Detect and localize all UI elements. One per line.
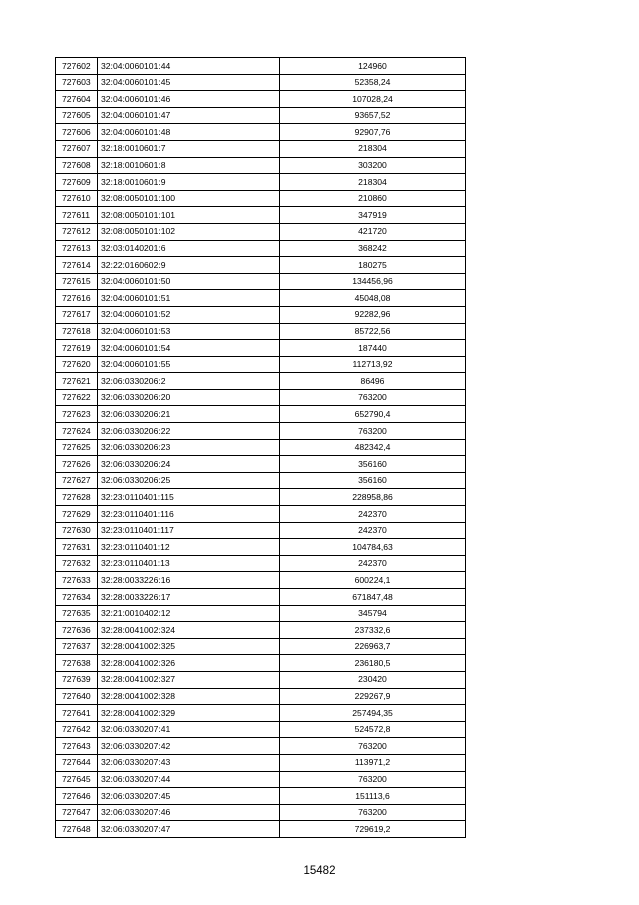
row-id-cell: 727643: [56, 738, 98, 755]
cadastral-number-cell: 32:04:0060101:55: [98, 356, 280, 373]
row-id-cell: 727648: [56, 821, 98, 838]
value-cell: 763200: [280, 738, 466, 755]
value-cell: 368242: [280, 240, 466, 257]
table-row: [56, 439, 466, 456]
table-row: [56, 157, 466, 174]
cadastral-number-cell: 32:23:0110401:117: [98, 522, 280, 539]
table-row: [56, 522, 466, 539]
table-row: [56, 74, 466, 91]
value-cell: 85722,56: [280, 323, 466, 340]
cadastral-number-cell: 32:04:0060101:46: [98, 91, 280, 108]
table-row: [56, 273, 466, 290]
value-cell: 257494,35: [280, 705, 466, 722]
value-cell: 242370: [280, 522, 466, 539]
row-id-cell: 727615: [56, 273, 98, 290]
value-cell: 729619,2: [280, 821, 466, 838]
row-id-cell: 727638: [56, 655, 98, 672]
value-cell: 303200: [280, 157, 466, 174]
value-cell: 652790,4: [280, 406, 466, 423]
table-row: [56, 472, 466, 489]
table-row: [56, 721, 466, 738]
cadastral-number-cell: 32:23:0110401:116: [98, 506, 280, 523]
cadastral-number-cell: 32:28:0041002:325: [98, 638, 280, 655]
table-row: [56, 174, 466, 191]
table-row: [56, 91, 466, 108]
value-cell: 671847,48: [280, 589, 466, 606]
cadastral-value-table: [55, 57, 466, 838]
cadastral-number-cell: 32:28:0041002:329: [98, 705, 280, 722]
cadastral-number-cell: 32:06:0330206:23: [98, 439, 280, 456]
cadastral-number-cell: 32:04:0060101:51: [98, 290, 280, 307]
cadastral-number-cell: 32:06:0330207:45: [98, 788, 280, 805]
row-id-cell: 727613: [56, 240, 98, 257]
table-row: [56, 389, 466, 406]
cadastral-number-cell: 32:08:0050101:102: [98, 223, 280, 240]
value-cell: 226963,7: [280, 638, 466, 655]
cadastral-number-cell: 32:04:0060101:48: [98, 124, 280, 141]
table-row: [56, 406, 466, 423]
table-row: [56, 223, 466, 240]
row-id-cell: 727604: [56, 91, 98, 108]
row-id-cell: 727602: [56, 58, 98, 75]
row-id-cell: 727610: [56, 190, 98, 207]
cadastral-number-cell: 32:06:0330207:43: [98, 754, 280, 771]
row-id-cell: 727642: [56, 721, 98, 738]
row-id-cell: 727622: [56, 389, 98, 406]
row-id-cell: 727607: [56, 140, 98, 157]
cadastral-number-cell: 32:28:0041002:326: [98, 655, 280, 672]
row-id-cell: 727608: [56, 157, 98, 174]
row-id-cell: 727630: [56, 522, 98, 539]
cadastral-number-cell: 32:18:0010601:8: [98, 157, 280, 174]
cadastral-number-cell: 32:04:0060101:44: [98, 58, 280, 75]
row-id-cell: 727609: [56, 174, 98, 191]
value-cell: 345794: [280, 605, 466, 622]
value-cell: 218304: [280, 140, 466, 157]
cadastral-number-cell: 32:28:0033226:17: [98, 589, 280, 606]
table-row: [56, 107, 466, 124]
cadastral-number-cell: 32:04:0060101:50: [98, 273, 280, 290]
table-row: [56, 638, 466, 655]
value-cell: 356160: [280, 472, 466, 489]
table-row: [56, 821, 466, 838]
row-id-cell: 727631: [56, 539, 98, 556]
row-id-cell: 727629: [56, 506, 98, 523]
value-cell: 237332,6: [280, 622, 466, 639]
table-row: [56, 190, 466, 207]
row-id-cell: 727644: [56, 754, 98, 771]
cadastral-number-cell: 32:22:0160602:9: [98, 257, 280, 274]
value-cell: 347919: [280, 207, 466, 224]
table-row: [56, 572, 466, 589]
cadastral-number-cell: 32:03:0140201:6: [98, 240, 280, 257]
row-id-cell: 727639: [56, 671, 98, 688]
table-row: [56, 456, 466, 473]
row-id-cell: 727624: [56, 423, 98, 440]
table-row: [56, 539, 466, 556]
table-row: [56, 589, 466, 606]
table-row: [56, 257, 466, 274]
value-cell: 763200: [280, 423, 466, 440]
value-cell: 93657,52: [280, 107, 466, 124]
table-row: [56, 340, 466, 357]
cadastral-number-cell: 32:06:0330206:21: [98, 406, 280, 423]
value-cell: 134456,96: [280, 273, 466, 290]
value-cell: 421720: [280, 223, 466, 240]
table-row: [56, 58, 466, 75]
table-body: [56, 58, 466, 838]
row-id-cell: 727606: [56, 124, 98, 141]
cadastral-number-cell: 32:21:0010402:12: [98, 605, 280, 622]
cadastral-number-cell: 32:06:0330207:46: [98, 804, 280, 821]
value-cell: 113971,2: [280, 754, 466, 771]
value-cell: 229267,9: [280, 688, 466, 705]
value-cell: 524572,8: [280, 721, 466, 738]
table-row: [56, 738, 466, 755]
row-id-cell: 727628: [56, 489, 98, 506]
value-cell: 763200: [280, 389, 466, 406]
value-cell: 104784,63: [280, 539, 466, 556]
cadastral-number-cell: 32:18:0010601:7: [98, 140, 280, 157]
row-id-cell: 727616: [56, 290, 98, 307]
cadastral-number-cell: 32:06:0330206:2: [98, 373, 280, 390]
table-row: [56, 240, 466, 257]
table-row: [56, 605, 466, 622]
row-id-cell: 727626: [56, 456, 98, 473]
row-id-cell: 727640: [56, 688, 98, 705]
row-id-cell: 727634: [56, 589, 98, 606]
row-id-cell: 727627: [56, 472, 98, 489]
cadastral-number-cell: 32:28:0041002:327: [98, 671, 280, 688]
cadastral-number-cell: 32:06:0330206:20: [98, 389, 280, 406]
table-row: [56, 140, 466, 157]
table-row: [56, 423, 466, 440]
value-cell: 124960: [280, 58, 466, 75]
table-row: [56, 124, 466, 141]
value-cell: 230420: [280, 671, 466, 688]
cadastral-number-cell: 32:06:0330206:22: [98, 423, 280, 440]
row-id-cell: 727621: [56, 373, 98, 390]
value-cell: 151113,6: [280, 788, 466, 805]
cadastral-number-cell: 32:08:0050101:100: [98, 190, 280, 207]
row-id-cell: 727619: [56, 340, 98, 357]
value-cell: 210860: [280, 190, 466, 207]
table-row: [56, 622, 466, 639]
row-id-cell: 727614: [56, 257, 98, 274]
cadastral-number-cell: 32:28:0033226:16: [98, 572, 280, 589]
cadastral-number-cell: 32:06:0330207:44: [98, 771, 280, 788]
row-id-cell: 727645: [56, 771, 98, 788]
cadastral-number-cell: 32:06:0330207:47: [98, 821, 280, 838]
value-cell: 86496: [280, 373, 466, 390]
cadastral-number-cell: 32:06:0330207:42: [98, 738, 280, 755]
cadastral-number-cell: 32:23:0110401:13: [98, 555, 280, 572]
cadastral-number-cell: 32:06:0330206:25: [98, 472, 280, 489]
table-row: [56, 290, 466, 307]
table-row: [56, 306, 466, 323]
row-id-cell: 727611: [56, 207, 98, 224]
row-id-cell: 727620: [56, 356, 98, 373]
row-id-cell: 727618: [56, 323, 98, 340]
value-cell: 92282,96: [280, 306, 466, 323]
value-cell: 356160: [280, 456, 466, 473]
value-cell: 52358,24: [280, 74, 466, 91]
cadastral-number-cell: 32:06:0330207:41: [98, 721, 280, 738]
value-cell: 218304: [280, 174, 466, 191]
cadastral-number-cell: 32:04:0060101:54: [98, 340, 280, 357]
cadastral-number-cell: 32:04:0060101:45: [98, 74, 280, 91]
table-row: [56, 323, 466, 340]
value-cell: 112713,92: [280, 356, 466, 373]
row-id-cell: 727612: [56, 223, 98, 240]
table-row: [56, 671, 466, 688]
cadastral-number-cell: 32:08:0050101:101: [98, 207, 280, 224]
cadastral-number-cell: 32:23:0110401:12: [98, 539, 280, 556]
cadastral-number-cell: 32:18:0010601:9: [98, 174, 280, 191]
value-cell: 242370: [280, 506, 466, 523]
table-row: [56, 754, 466, 771]
value-cell: 600224,1: [280, 572, 466, 589]
table-row: [56, 555, 466, 572]
table-row: [56, 705, 466, 722]
row-id-cell: 727635: [56, 605, 98, 622]
row-id-cell: 727637: [56, 638, 98, 655]
row-id-cell: 727636: [56, 622, 98, 639]
cadastral-number-cell: 32:04:0060101:52: [98, 306, 280, 323]
table-row: [56, 506, 466, 523]
value-cell: 482342,4: [280, 439, 466, 456]
table-row: [56, 489, 466, 506]
value-cell: 187440: [280, 340, 466, 357]
row-id-cell: 727632: [56, 555, 98, 572]
table-row: [56, 771, 466, 788]
row-id-cell: 727617: [56, 306, 98, 323]
row-id-cell: 727633: [56, 572, 98, 589]
value-cell: 92907,76: [280, 124, 466, 141]
cadastral-number-cell: 32:28:0041002:324: [98, 622, 280, 639]
table-row: [56, 788, 466, 805]
table-row: [56, 688, 466, 705]
row-id-cell: 727623: [56, 406, 98, 423]
value-cell: 45048,08: [280, 290, 466, 307]
table-row: [56, 356, 466, 373]
row-id-cell: 727646: [56, 788, 98, 805]
value-cell: 180275: [280, 257, 466, 274]
page-number: 15482: [303, 865, 336, 877]
cadastral-number-cell: 32:04:0060101:47: [98, 107, 280, 124]
table-row: [56, 207, 466, 224]
cadastral-number-cell: 32:06:0330206:24: [98, 456, 280, 473]
value-cell: 107028,24: [280, 91, 466, 108]
row-id-cell: 727605: [56, 107, 98, 124]
table-row: [56, 804, 466, 821]
row-id-cell: 727641: [56, 705, 98, 722]
value-cell: 763200: [280, 804, 466, 821]
value-cell: 228958,86: [280, 489, 466, 506]
cadastral-number-cell: 32:28:0041002:328: [98, 688, 280, 705]
row-id-cell: 727647: [56, 804, 98, 821]
cadastral-number-cell: 32:04:0060101:53: [98, 323, 280, 340]
table-row: [56, 655, 466, 672]
value-cell: 236180,5: [280, 655, 466, 672]
table-row: [56, 373, 466, 390]
row-id-cell: 727625: [56, 439, 98, 456]
value-cell: 763200: [280, 771, 466, 788]
value-cell: 242370: [280, 555, 466, 572]
cadastral-number-cell: 32:23:0110401:115: [98, 489, 280, 506]
row-id-cell: 727603: [56, 74, 98, 91]
